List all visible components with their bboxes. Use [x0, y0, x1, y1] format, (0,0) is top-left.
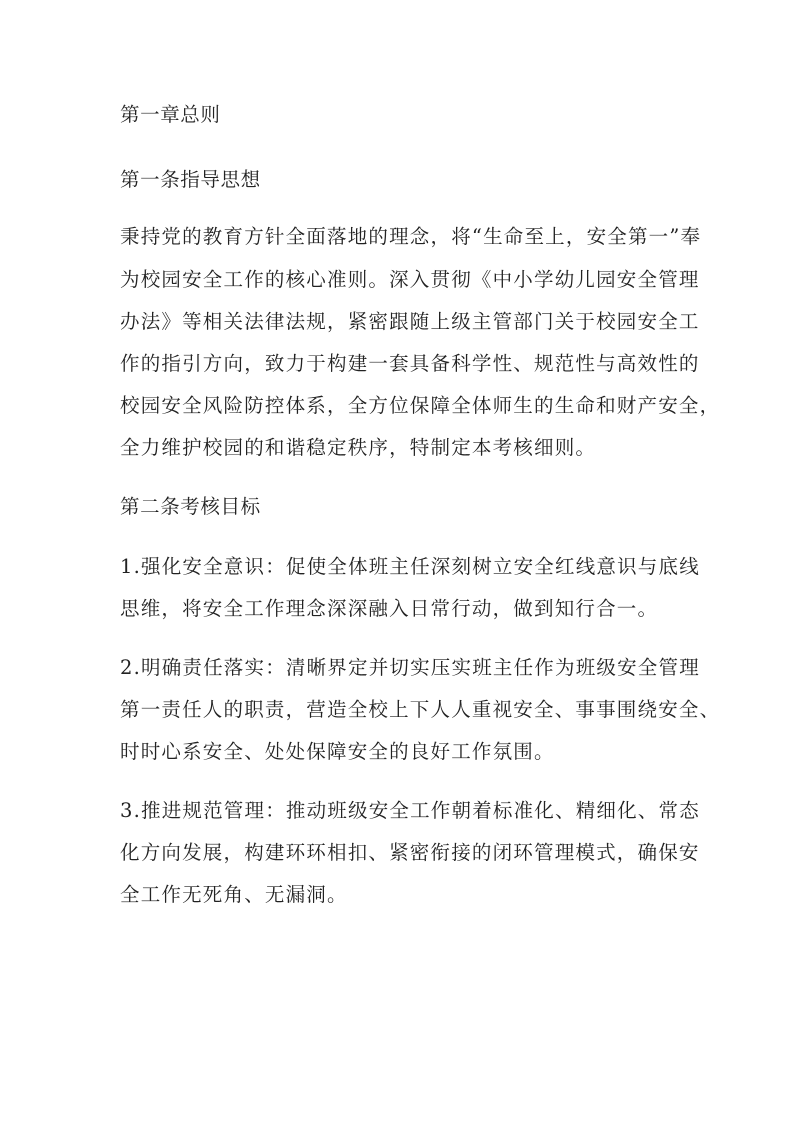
article-2-title: 第二条考核目标 [120, 495, 261, 518]
paragraph-line: 全工作无死角、无漏洞。 [120, 883, 348, 906]
paragraph-line: 化方向发展，构建环环相扣、紧密衔接的闭环管理模式，确保安 [120, 841, 700, 864]
chapter-title: 第一章总则 [120, 103, 221, 126]
paragraph-line: 作的指引方向，致力于构建一套具备科学性、规范性与高效性的 [120, 352, 700, 375]
paragraph-line: 思维，将安全工作理念深深融入日常行动，做到知行合一。 [120, 597, 659, 620]
paragraph-line: 秉持党的教育方针全面落地的理念，将“生命至上，安全第一”奉 [120, 225, 702, 248]
paragraph-line: 全力维护校园的和谐稳定秩序，特制定本考核细则。 [120, 436, 597, 459]
paragraph-line: 为校园安全工作的核心准则。深入贯彻《中小学幼儿园安全管理 [120, 268, 700, 291]
paragraph-line: 第一责任人的职责，营造全校上下人人重视安全、事事围绕安全、 [120, 698, 721, 721]
paragraph-line: 校园安全风险防控体系，全方位保障全体师生的生命和财产安全， [120, 394, 721, 417]
paragraph-line: 1.强化安全意识：促使全体班主任深刻树立安全红线意识与底线 [120, 555, 700, 578]
paragraph-line: 2.明确责任落实：清晰界定并切实压实班主任作为班级安全管理 [120, 656, 700, 679]
article-1-title: 第一条指导思想 [120, 168, 261, 191]
paragraph-line: 时时心系安全、处处保障安全的良好工作氛围。 [120, 740, 555, 763]
paragraph-line: 办法》等相关法律法规，紧密跟随上级主管部门关于校园安全工 [120, 310, 700, 333]
paragraph-line: 3.推进规范管理：推动班级安全工作朝着标准化、精细化、常态 [120, 799, 700, 822]
